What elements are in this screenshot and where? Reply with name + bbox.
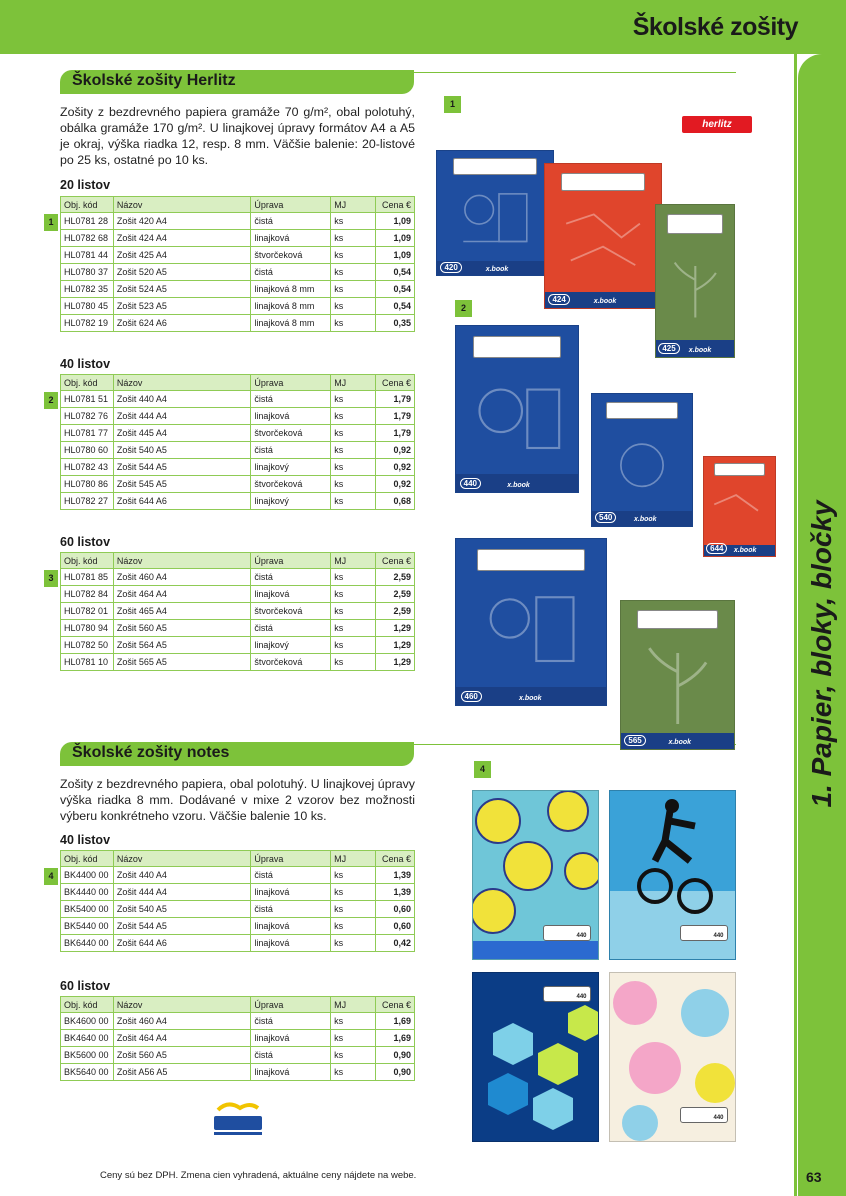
table-cell: Zošit 440 A4 — [113, 391, 250, 408]
column-header: MJ — [331, 997, 376, 1013]
table-row — [61, 603, 415, 620]
table-cell: 0,92 — [376, 459, 415, 476]
table-header-row — [61, 197, 415, 213]
table-row — [61, 442, 415, 459]
table-row — [61, 620, 415, 637]
price-table — [60, 374, 415, 510]
table-row — [61, 408, 415, 425]
table-header-row — [61, 553, 415, 569]
table-cell: ks — [331, 569, 376, 586]
notes-label-number: 440 — [713, 932, 724, 939]
table-cell: Zošit A56 A5 — [113, 1064, 250, 1081]
table-cell: ks — [331, 230, 376, 247]
table-row — [61, 281, 415, 298]
table-cell: Zošit 565 A5 — [113, 654, 250, 671]
herlitz-logo: herlitz — [682, 116, 752, 133]
column-header: Úprava — [251, 997, 331, 1013]
group-label: 20 listov — [60, 178, 111, 192]
column-header: Cena € — [376, 375, 415, 391]
table-cell: ks — [331, 247, 376, 264]
notebook-image — [544, 163, 662, 309]
section-title: Školské zošity notes — [72, 744, 230, 761]
group-label: 60 listov — [60, 979, 111, 993]
notebook-number: 425 — [658, 343, 679, 354]
table-cell: HL0781 85 — [61, 569, 114, 586]
table-row — [61, 867, 415, 884]
table-cell: ks — [331, 1064, 376, 1081]
table-cell: Zošit 624 A6 — [113, 315, 250, 332]
notebook-brand: x.book — [688, 346, 712, 354]
table-cell: HL0782 76 — [61, 408, 114, 425]
table-cell: štvorčeková — [251, 654, 331, 671]
table-cell: 2,59 — [376, 586, 415, 603]
table-row — [61, 569, 415, 586]
table-cell: linajkový — [251, 637, 331, 654]
image-badge-4: 4 — [474, 761, 491, 778]
table-cell: Zošit 644 A6 — [113, 493, 250, 510]
price-table — [60, 996, 415, 1081]
row-badge: 2 — [44, 392, 58, 409]
section-title: Školské zošity Herlitz — [72, 72, 236, 89]
notebook-brand: x.book — [519, 694, 542, 702]
table-cell: linajková 8 mm — [251, 298, 331, 315]
table-cell: 0,54 — [376, 281, 415, 298]
table-cell: ks — [331, 1047, 376, 1064]
table-row — [61, 901, 415, 918]
table-cell: HL0782 84 — [61, 586, 114, 603]
table-cell: BK6440 00 — [61, 935, 114, 952]
table-cell: ks — [331, 476, 376, 493]
table-header-row — [61, 375, 415, 391]
table-row — [61, 315, 415, 332]
table-cell: linajková — [251, 230, 331, 247]
table-cell: HL0782 50 — [61, 637, 114, 654]
table-cell: ks — [331, 1030, 376, 1047]
table-cell: ks — [331, 425, 376, 442]
table-cell: čistá — [251, 1013, 331, 1030]
table-cell: linajková — [251, 1064, 331, 1081]
table-cell: linajková — [251, 408, 331, 425]
table-cell: Zošit 544 A5 — [113, 459, 250, 476]
table-cell: HL0781 51 — [61, 391, 114, 408]
table-cell: Zošit 560 A5 — [113, 1047, 250, 1064]
table-row — [61, 298, 415, 315]
table-cell: 1,29 — [376, 637, 415, 654]
table-cell: ks — [331, 264, 376, 281]
table-cell: ks — [331, 408, 376, 425]
column-header: Názov — [113, 197, 250, 213]
table-cell: Zošit 564 A5 — [113, 637, 250, 654]
table-cell: Zošit 464 A4 — [113, 586, 250, 603]
notebook-image — [703, 456, 776, 557]
table-row — [61, 884, 415, 901]
table-cell: ks — [331, 315, 376, 332]
table-row — [61, 586, 415, 603]
table-cell: ks — [331, 918, 376, 935]
table-cell: Zošit 524 A5 — [113, 281, 250, 298]
table-cell: 1,09 — [376, 213, 415, 230]
table-cell: BK4440 00 — [61, 884, 114, 901]
image-badge-1: 1 — [444, 96, 461, 113]
table-cell: 2,59 — [376, 569, 415, 586]
image-badge-2: 2 — [455, 300, 472, 317]
table-cell: ks — [331, 620, 376, 637]
table-cell: linajková 8 mm — [251, 281, 331, 298]
column-header: Úprava — [251, 375, 331, 391]
table-cell: BK4400 00 — [61, 867, 114, 884]
table-cell: Zošit 465 A4 — [113, 603, 250, 620]
table-cell: HL0780 37 — [61, 264, 114, 281]
column-header: Názov — [113, 375, 250, 391]
table-cell: linajkový — [251, 459, 331, 476]
notebook-image — [436, 150, 554, 276]
table-cell: 0,90 — [376, 1064, 415, 1081]
table-cell: BK4640 00 — [61, 1030, 114, 1047]
table-cell: HL0781 28 — [61, 213, 114, 230]
notebook-brand: x.book — [668, 739, 692, 747]
table-row — [61, 247, 415, 264]
table-row — [61, 459, 415, 476]
table-cell: 1,79 — [376, 391, 415, 408]
table-row — [61, 213, 415, 230]
table-cell: čistá — [251, 901, 331, 918]
table-cell: 0,35 — [376, 315, 415, 332]
footer-note: Ceny sú bez DPH. Zmena cien vyhradená, aktuálne ceny nájdete na webe. — [100, 1170, 417, 1181]
table-cell: 1,29 — [376, 654, 415, 671]
table-cell: BK5640 00 — [61, 1064, 114, 1081]
column-header: MJ — [331, 375, 376, 391]
table-cell: BK5400 00 — [61, 901, 114, 918]
table-cell: čistá — [251, 213, 331, 230]
table-cell: ks — [331, 298, 376, 315]
column-header: Obj. kód — [61, 851, 114, 867]
notebook-brand: x.book — [733, 547, 757, 555]
table-cell: 1,09 — [376, 230, 415, 247]
price-table — [60, 552, 415, 671]
table-cell: Zošit 560 A5 — [113, 620, 250, 637]
table-row — [61, 1030, 415, 1047]
table-cell: čistá — [251, 442, 331, 459]
table-cell: 1,79 — [376, 425, 415, 442]
table-cell: ks — [331, 1013, 376, 1030]
table-cell: linajková — [251, 935, 331, 952]
group-label: 40 listov — [60, 357, 111, 371]
table-cell: ks — [331, 884, 376, 901]
table-row — [61, 391, 415, 408]
table-cell: HL0780 86 — [61, 476, 114, 493]
table-cell: HL0782 27 — [61, 493, 114, 510]
table-cell: Zošit 445 A4 — [113, 425, 250, 442]
table-cell: Zošit 644 A6 — [113, 935, 250, 952]
table-cell: 1,39 — [376, 867, 415, 884]
column-header: Názov — [113, 553, 250, 569]
table-cell: 1,69 — [376, 1030, 415, 1047]
table-cell: ks — [331, 442, 376, 459]
table-cell: čistá — [251, 620, 331, 637]
column-header: Cena € — [376, 553, 415, 569]
table-row — [61, 935, 415, 952]
page-title: Školské zošity — [632, 13, 798, 41]
row-badge: 4 — [44, 868, 58, 885]
table-cell: Zošit 425 A4 — [113, 247, 250, 264]
price-table — [60, 850, 415, 952]
table-cell: HL0780 45 — [61, 298, 114, 315]
table-cell: HL0781 10 — [61, 654, 114, 671]
table-cell: štvorčeková — [251, 425, 331, 442]
notebook-number: 420 — [440, 262, 461, 273]
notebook-brand: x.book — [593, 298, 617, 306]
table-cell: čistá — [251, 264, 331, 281]
table-cell: Zošit 540 A5 — [113, 442, 250, 459]
table-cell: 1,09 — [376, 247, 415, 264]
table-row — [61, 264, 415, 281]
table-cell: HL0781 77 — [61, 425, 114, 442]
table-cell: Zošit 460 A4 — [113, 1013, 250, 1030]
column-header: MJ — [331, 197, 376, 213]
section-rule — [414, 72, 736, 73]
group-label: 40 listov — [60, 833, 111, 847]
notebook-number: 644 — [706, 543, 727, 554]
table-row — [61, 654, 415, 671]
table-header-row — [61, 851, 415, 867]
notebook-brand: x.book — [634, 516, 657, 524]
table-header-row — [61, 997, 415, 1013]
notebook-number: 424 — [548, 294, 569, 305]
table-row — [61, 1064, 415, 1081]
table-cell: linajková — [251, 586, 331, 603]
chapter-sidebar — [798, 54, 846, 1196]
table-cell: linajková 8 mm — [251, 315, 331, 332]
notebook-image — [655, 204, 735, 358]
table-cell: čistá — [251, 569, 331, 586]
table-cell: ks — [331, 935, 376, 952]
column-header: Cena € — [376, 997, 415, 1013]
table-cell: HL0782 19 — [61, 315, 114, 332]
table-cell: Zošit 444 A4 — [113, 408, 250, 425]
column-header: Obj. kód — [61, 997, 114, 1013]
section-heading-notes — [60, 742, 414, 766]
table-cell: ks — [331, 213, 376, 230]
column-header: Obj. kód — [61, 197, 114, 213]
table-cell: 1,39 — [376, 884, 415, 901]
table-cell: 1,69 — [376, 1013, 415, 1030]
table-cell: 0,68 — [376, 493, 415, 510]
notes-notebook-bmx — [609, 790, 736, 960]
section-description: Zošity z bezdrevného papiera gramáže 70 g/m², obal polotuhý, obálka gramáže 170 g/m². U linajkovej úpravy formátov A4 a A5 je okraj, výška riadka 12, resp. 8 mm. Väčšie balenie: 20-listové po 25 ks, ostatné po 10 ks. — [60, 105, 415, 167]
row-badge: 1 — [44, 214, 58, 231]
notes-brand-logo — [210, 1098, 266, 1138]
table-cell: Zošit 460 A4 — [113, 569, 250, 586]
table-cell: 0,54 — [376, 264, 415, 281]
table-cell: čistá — [251, 391, 331, 408]
table-cell: 0,60 — [376, 901, 415, 918]
table-cell: linajková — [251, 918, 331, 935]
column-header: Obj. kód — [61, 375, 114, 391]
notes-label-number: 440 — [713, 1114, 724, 1121]
table-cell: BK4600 00 — [61, 1013, 114, 1030]
table-cell: linajková — [251, 884, 331, 901]
table-row — [61, 1047, 415, 1064]
column-header: Úprava — [251, 851, 331, 867]
column-header: Názov — [113, 851, 250, 867]
table-cell: Zošit 424 A4 — [113, 230, 250, 247]
column-header: MJ — [331, 851, 376, 867]
notes-notebook-hexagons — [472, 972, 599, 1142]
notebook-brand: x.book — [507, 481, 530, 489]
notes-notebook-flowers — [609, 972, 736, 1142]
table-row — [61, 493, 415, 510]
notebook-image — [455, 538, 607, 706]
table-cell: linajková — [251, 1030, 331, 1047]
table-cell: ks — [331, 603, 376, 620]
table-cell: BK5440 00 — [61, 918, 114, 935]
table-cell: štvorčeková — [251, 476, 331, 493]
page-number: 63 — [806, 1169, 822, 1185]
table-cell: ks — [331, 654, 376, 671]
column-header: Cena € — [376, 197, 415, 213]
column-header: Úprava — [251, 553, 331, 569]
group-label: 60 listov — [60, 535, 111, 549]
table-cell: 0,42 — [376, 935, 415, 952]
notebook-number: 540 — [595, 512, 616, 523]
table-cell: HL0782 35 — [61, 281, 114, 298]
table-cell: 1,79 — [376, 408, 415, 425]
column-header: Úprava — [251, 197, 331, 213]
row-badge: 3 — [44, 570, 58, 587]
notebook-image — [591, 393, 693, 527]
table-cell: 1,29 — [376, 620, 415, 637]
notes-label-number: 440 — [576, 932, 587, 939]
notebook-number: 565 — [624, 735, 645, 746]
notebook-number: 440 — [460, 478, 481, 489]
section-description: Zošity z bezdrevného papiera, obal polotuhý. U linajkovej úpravy výška riadka 8 mm. Dodávané v mixe 2 vzorov bez možnosti výberu konkrétneho vzoru. Väčšie balenie 10 ks. — [60, 777, 415, 823]
notes-label-number: 440 — [576, 993, 587, 1000]
table-cell: HL0782 68 — [61, 230, 114, 247]
table-row — [61, 918, 415, 935]
notes-notebook-lemons — [472, 790, 599, 960]
price-table — [60, 196, 415, 332]
table-cell: Zošit 523 A5 — [113, 298, 250, 315]
sidebar-divider — [794, 54, 797, 1196]
chapter-label: 1. Papier, bloky, bločky — [806, 500, 837, 808]
table-cell: ks — [331, 493, 376, 510]
table-cell: Zošit 540 A5 — [113, 901, 250, 918]
column-header: Názov — [113, 997, 250, 1013]
table-cell: ks — [331, 901, 376, 918]
table-cell: 0,92 — [376, 442, 415, 459]
table-cell: ks — [331, 281, 376, 298]
notebook-image — [620, 600, 735, 750]
column-header: Cena € — [376, 851, 415, 867]
table-cell: štvorčeková — [251, 247, 331, 264]
table-row — [61, 637, 415, 654]
table-cell: štvorčeková — [251, 603, 331, 620]
table-cell: HL0780 60 — [61, 442, 114, 459]
table-cell: HL0780 94 — [61, 620, 114, 637]
table-row — [61, 1013, 415, 1030]
table-cell: Zošit 545 A5 — [113, 476, 250, 493]
table-cell: 0,92 — [376, 476, 415, 493]
table-cell: Zošit 544 A5 — [113, 918, 250, 935]
section-heading-herlitz — [60, 70, 414, 94]
table-row — [61, 230, 415, 247]
table-cell: Zošit 420 A4 — [113, 213, 250, 230]
table-cell: HL0782 01 — [61, 603, 114, 620]
table-cell: ks — [331, 459, 376, 476]
table-cell: ks — [331, 586, 376, 603]
table-row — [61, 425, 415, 442]
table-cell: Zošit 520 A5 — [113, 264, 250, 281]
column-header: Obj. kód — [61, 553, 114, 569]
table-cell: čistá — [251, 867, 331, 884]
table-cell: ks — [331, 867, 376, 884]
table-cell: HL0782 43 — [61, 459, 114, 476]
table-row — [61, 476, 415, 493]
table-cell: čistá — [251, 1047, 331, 1064]
table-cell: Zošit 444 A4 — [113, 884, 250, 901]
table-cell: Zošit 464 A4 — [113, 1030, 250, 1047]
page-header-bar — [0, 0, 846, 54]
table-cell: linajkový — [251, 493, 331, 510]
table-cell: ks — [331, 391, 376, 408]
column-header: MJ — [331, 553, 376, 569]
table-cell: ks — [331, 637, 376, 654]
table-cell: 0,90 — [376, 1047, 415, 1064]
table-cell: BK5600 00 — [61, 1047, 114, 1064]
notebook-image — [455, 325, 579, 493]
table-cell: 2,59 — [376, 603, 415, 620]
table-cell: 0,60 — [376, 918, 415, 935]
notebook-brand: x.book — [485, 265, 509, 273]
table-cell: Zošit 440 A4 — [113, 867, 250, 884]
table-cell: 0,54 — [376, 298, 415, 315]
notebook-number: 460 — [461, 691, 482, 702]
table-cell: HL0781 44 — [61, 247, 114, 264]
